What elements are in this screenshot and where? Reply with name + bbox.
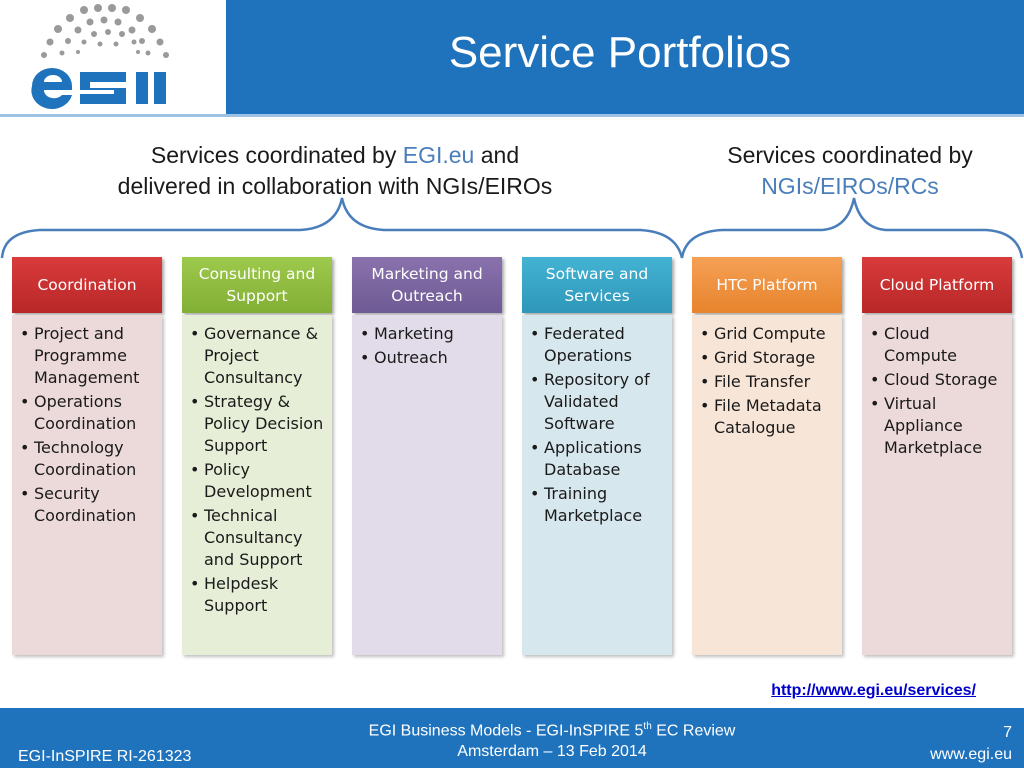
list-item: • Project and Programme Management xyxy=(20,323,156,389)
list-item: • Cloud Storage xyxy=(870,369,1006,391)
service-list xyxy=(20,323,156,527)
grouping-braces xyxy=(0,190,1024,260)
column-header: Consulting and Support xyxy=(182,257,332,313)
column-body xyxy=(692,315,842,655)
list-item: • Technical Consultancy and Support xyxy=(190,505,326,571)
presentation-location-date: Amsterdam – 13 Feb 2014 xyxy=(457,743,647,761)
column-body xyxy=(862,315,1012,655)
column-body xyxy=(12,315,162,655)
column-header: Cloud Platform xyxy=(862,257,1012,313)
service-list xyxy=(700,323,836,439)
caption-right-highlight: NGIs/EIROs/RCs xyxy=(761,173,939,199)
column-body xyxy=(182,315,332,655)
footer-bar xyxy=(0,708,1024,768)
list-item: • Strategy & Policy Decision Support xyxy=(190,391,326,457)
service-list xyxy=(530,323,666,527)
presentation-info xyxy=(302,716,802,762)
list-item: • Policy Development xyxy=(190,459,326,503)
services-link[interactable]: http://www.egi.eu/services/ xyxy=(771,682,976,699)
column-header: Software and Services xyxy=(522,257,672,313)
list-item: • Technology Coordination xyxy=(20,437,156,481)
presentation-title-suffix: EC Review xyxy=(651,722,736,740)
left-brace xyxy=(2,198,682,258)
caption-left-line2: delivered in collaboration with NGIs/EIROs xyxy=(117,173,553,199)
column-coordination xyxy=(12,257,162,655)
column-software-services xyxy=(522,257,672,655)
list-item: • Cloud Compute xyxy=(870,323,1006,367)
list-item: • Federated Operations xyxy=(530,323,666,367)
header-bar xyxy=(0,0,1024,114)
list-item: • File Transfer xyxy=(700,371,836,393)
egi-logo xyxy=(24,2,204,110)
list-item: • Grid Compute xyxy=(700,323,836,345)
service-list xyxy=(360,323,496,369)
service-list xyxy=(870,323,1006,459)
caption-left-suffix: and xyxy=(480,142,520,168)
ordinal-suffix: th xyxy=(643,721,652,732)
slide-title: Service Portfolios xyxy=(448,28,792,77)
column-marketing-outreach xyxy=(352,257,502,655)
list-item: • Outreach xyxy=(360,347,496,369)
list-item: • Virtual Appliance Marketplace xyxy=(870,393,1006,459)
list-item: • Marketing xyxy=(360,323,496,345)
logo-panel xyxy=(0,0,226,114)
list-item: • File Metadata Catalogue xyxy=(700,395,836,439)
right-brace xyxy=(682,198,1022,258)
column-consulting-support xyxy=(182,257,332,655)
header-divider xyxy=(0,114,1024,117)
column-htc-platform xyxy=(692,257,842,655)
project-id: EGI-InSPIRE RI-261323 xyxy=(18,748,192,765)
page-number: 7 xyxy=(1003,724,1012,741)
presentation-title-prefix: EGI Business Models - EGI-InSPIRE 5 xyxy=(368,722,644,740)
list-item: • Repository of Validated Software xyxy=(530,369,666,435)
list-item: • Training Marketplace xyxy=(530,483,666,527)
caption-right-line1: Services coordinated by xyxy=(727,142,973,168)
service-list xyxy=(190,323,326,617)
list-item: • Operations Coordination xyxy=(20,391,156,435)
footer-website: www.egi.eu xyxy=(930,746,1012,763)
caption-left-highlight: EGI.eu xyxy=(402,142,475,168)
list-item: • Governance & Project Consultancy xyxy=(190,323,326,389)
column-body xyxy=(522,315,672,655)
column-body xyxy=(352,315,502,655)
list-item: • Helpdesk Support xyxy=(190,573,326,617)
list-item: • Applications Database xyxy=(530,437,666,481)
list-item: • Security Coordination xyxy=(20,483,156,527)
column-header: HTC Platform xyxy=(692,257,842,313)
caption-left-prefix: Services coordinated by xyxy=(150,142,397,168)
column-header: Marketing and Outreach xyxy=(352,257,502,313)
column-cloud-platform xyxy=(862,257,1012,655)
column-header: Coordination xyxy=(12,257,162,313)
list-item: • Grid Storage xyxy=(700,347,836,369)
